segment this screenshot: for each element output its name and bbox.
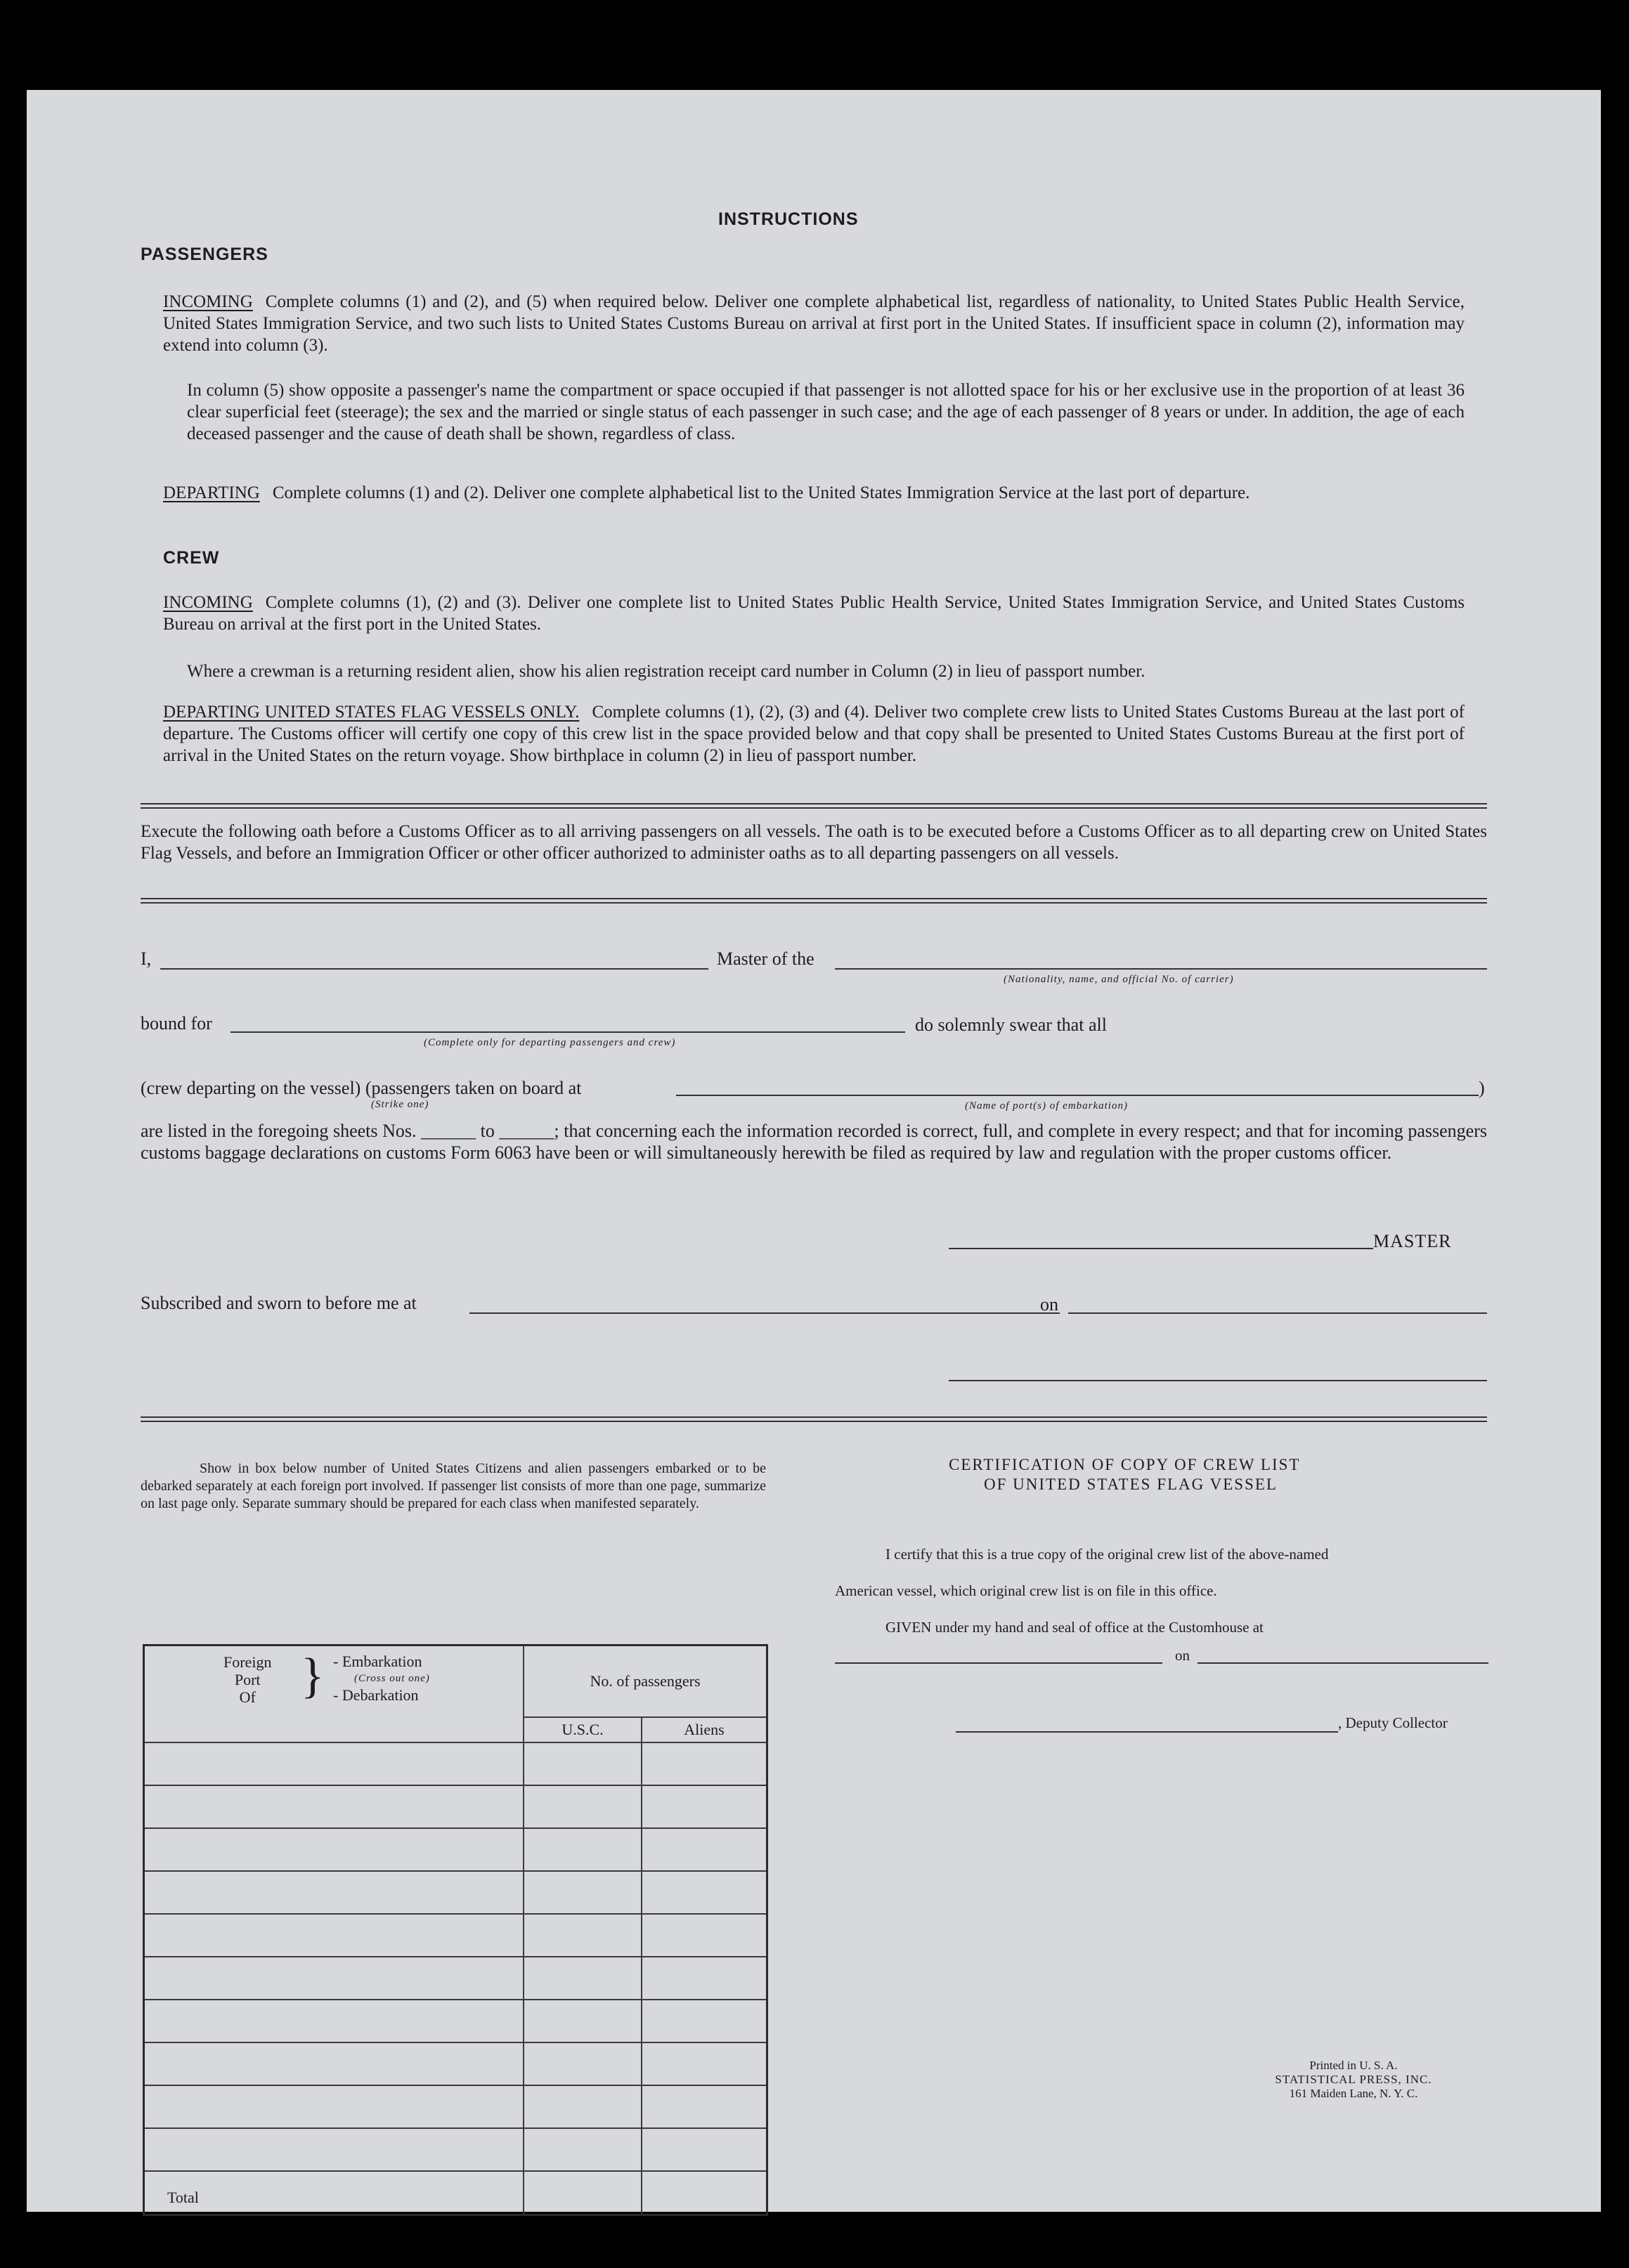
foreign-port-header [144,1645,524,1742]
master-label: MASTER [1373,1231,1452,1251]
sworn-location-field[interactable] [469,1312,1060,1314]
aliens-cell[interactable] [642,2085,767,2128]
summary-instructions: Show in box below number of United States Citizens and alien passengers embarked or to be debarked separately at each foreign port involved. If passenger list consists of more than one page, summarize on last page only. Separate summary should be prepared for each class when manifested separately. [141,1461,766,1511]
crew-departing-label: DEPARTING UNITED STATES FLAG VESSELS ONLY. [163,703,580,722]
debarkation-label: - Debarkation [333,1686,419,1704]
aliens-cell[interactable] [642,2000,767,2042]
table-row [144,1742,767,1785]
swear-label: do solemnly swear that all [915,1015,1107,1035]
subscribed-label: Subscribed and sworn to before me at [141,1293,417,1313]
table-row [144,1871,767,1914]
usc-cell[interactable] [524,2000,642,2042]
oath-i-label: I, [141,949,152,969]
port-cell[interactable] [144,1785,524,1828]
passengers-column5-paragraph: In column (5) show opposite a passenger's name the compartment or space occupied if that passenger is not allotted space for his or her exclusive use in the proportion of at least 36 clear superficial feet (steerage); the sex and the married or single status of each passenger in such case; and the age of each passenger of 8 years or under. In addition, the age of each deceased passenger and the cause of death shall be shown, regardless of class. [187,381,1465,443]
oath-listed-paragraph: are listed in the foregoing sheets Nos. ______ to ______; that concerning each the information recorded is correct, full, and complete in every respect; and that for incoming passengers customs baggage declarations on customs Form 6063 have been or will simultaneously herewith be filed as required by law and regulation with the proper customs officer. [141,1121,1487,1163]
instructions-title: INSTRUCTIONS [718,209,859,229]
passengers-heading: PASSENGERS [141,245,268,264]
printer-line2: STATISTICAL PRESS, INC. [1275,2073,1432,2086]
aliens-cell[interactable] [642,1957,767,2000]
sworn-date-field[interactable] [1068,1312,1487,1314]
port-label: Port [234,1671,261,1688]
usc-header: U.S.C. [524,1717,642,1742]
bound-for-label: bound for [141,1013,212,1034]
aliens-cell[interactable] [642,1828,767,1871]
bound-caption: (Complete only for departing passengers and crew) [424,1037,676,1048]
embarkation-label: - Embarkation [333,1653,422,1670]
aliens-cell[interactable] [642,1914,767,1957]
sworn-on-label: on [1040,1294,1058,1315]
aliens-cell[interactable] [642,1871,767,1914]
usc-total-cell[interactable] [524,2171,642,2215]
passengers-incoming-label: INCOMING [163,292,253,311]
printer-line3: 161 Maiden Lane, N. Y. C. [1289,2087,1418,2100]
passengers-incoming-paragraph [163,291,1465,356]
carrier-caption: (Nationality, name, and official No. of carrier) [1004,974,1234,985]
certify-line1: I certify that this is a true copy of the original crew list of the above-named [885,1546,1329,1563]
brace-icon: } [301,1649,325,1703]
given-text: GIVEN under my hand and seal of office at the Customhouse at [885,1619,1264,1636]
usc-cell[interactable] [524,1957,642,2000]
aliens-total-cell[interactable] [642,2171,767,2215]
port-cell[interactable] [144,1957,524,2000]
no-of-passengers-header: No. of passengers [524,1645,767,1717]
port-cell[interactable] [144,2042,524,2085]
certification-title-line2: OF UNITED STATES FLAG VESSEL [984,1475,1278,1493]
certify-line2: American vessel, which original crew list is on file in this office. [835,1582,1217,1599]
section-divider [141,803,1487,809]
of-label: Of [239,1688,256,1706]
aliens-header: Aliens [642,1717,767,1742]
strike-caption: (Strike one) [371,1099,429,1110]
ports-caption: (Name of port(s) of embarkation) [965,1100,1128,1112]
aliens-cell[interactable] [642,1742,767,1785]
printer-imprint [1262,2059,1445,2101]
crew-departing-text: Complete columns (1), (2), (3) and (4). Deliver two complete crew lists to United States Customs Bureau at the last port of departure. The Customs officer will certify one copy of this crew list in the space provided below and that copy shall be presented to United States Customs Bureau at the first port of arrival in the United States on the return voyage. Show birthplace in column (2) in lieu of passport number. [163,703,1465,765]
port-cell[interactable] [144,2000,524,2042]
table-row [144,1785,767,1828]
usc-cell[interactable] [524,2042,642,2085]
printer-line1: Printed in U. S. A. [1309,2059,1398,2072]
port-cell[interactable] [144,2128,524,2171]
usc-cell[interactable] [524,1871,642,1914]
master-of-label: Master of the [717,949,814,969]
usc-cell[interactable] [524,1742,642,1785]
table-row [144,1828,767,1871]
port-cell[interactable] [144,1871,524,1914]
crew-departing-paragraph [163,701,1465,767]
passengers-incoming-text: Complete columns (1) and (2), and (5) when required below. Deliver one complete alphabetical list, regardless of nationality, to United States Public Health Service, United States Immigration Service, and two such lists to United States Customs Bureau on arrival at first port in the United States. If insufficient space in column (2), information may extend into column (3). [163,292,1465,355]
foreign-label: Foreign [223,1653,272,1671]
usc-cell[interactable] [524,2085,642,2128]
officer-signature-field[interactable] [949,1380,1487,1381]
crew-crewman-paragraph: Where a crewman is a returning resident alien, show his alien registration receipt card number in Column (2) in lieu of passport number. [187,662,1146,681]
passengers-departing-text: Complete columns (1) and (2). Deliver one complete alphabetical list to the United States Immigration Service at the last port of departure. [272,483,1250,502]
usc-cell[interactable] [524,2128,642,2171]
embarkation-port-field[interactable] [676,1095,1479,1096]
deputy-collector-label: , Deputy Collector [1338,1714,1448,1731]
passengers-departing-label: DEPARTING [163,483,260,502]
section-divider [141,898,1487,904]
table-row [144,1957,767,2000]
section-divider [141,1416,1487,1422]
crew-incoming-paragraph [163,592,1465,635]
port-cell[interactable] [144,1742,524,1785]
passenger-summary-table [143,1644,768,2216]
carrier-field[interactable] [835,968,1487,970]
port-cell[interactable] [144,1914,524,1957]
bound-for-field[interactable] [231,1031,905,1033]
cross-out-label: (Cross out one) [354,1673,430,1684]
total-row [144,2171,767,2215]
crew-departing-label: (crew departing on the vessel) (passengers taken on board at [141,1078,582,1098]
oath-execute-paragraph: Execute the following oath before a Customs Officer as to all arriving passengers on all vessels. The oath is to be executed before a Customs Officer as to all departing crew on United States Flag Vessels, and before an Immigration Officer or other officer authorized to administer oaths as to all departing passengers on all vessels. [141,822,1487,863]
crew-incoming-text: Complete columns (1), (2) and (3). Deliver one complete list to United States Public Health Service, United States Immigration Service, and United States Customs Bureau on arrival at the first port in the United States. [163,593,1465,634]
customhouse-field[interactable] [835,1662,1162,1664]
table-row [144,1914,767,1957]
total-label: Total [144,2171,524,2215]
table-row [144,2042,767,2085]
passengers-departing-paragraph [163,482,1465,504]
master-signature-field[interactable] [949,1248,1373,1249]
table-row [144,2128,767,2171]
deputy-signature-field[interactable] [956,1731,1338,1733]
certification-on-label: on [1175,1647,1190,1664]
master-name-field[interactable] [160,968,708,970]
aliens-cell[interactable] [642,2128,767,2171]
aliens-cell[interactable] [642,1785,767,1828]
crew-heading: CREW [163,548,220,568]
usc-cell[interactable] [524,1828,642,1871]
aliens-cell[interactable] [642,2042,767,2085]
table-row [144,2000,767,2042]
table-row [144,2085,767,2128]
certification-date-field[interactable] [1198,1662,1488,1664]
close-paren: ) [1479,1078,1485,1098]
port-cell[interactable] [144,1828,524,1871]
port-cell[interactable] [144,2085,524,2128]
form-page [27,90,1601,2212]
certification-title-line1: CERTIFICATION OF COPY OF CREW LIST [949,1456,1301,1473]
crew-incoming-label: INCOMING [163,593,253,612]
usc-cell[interactable] [524,1785,642,1828]
usc-cell[interactable] [524,1914,642,1957]
